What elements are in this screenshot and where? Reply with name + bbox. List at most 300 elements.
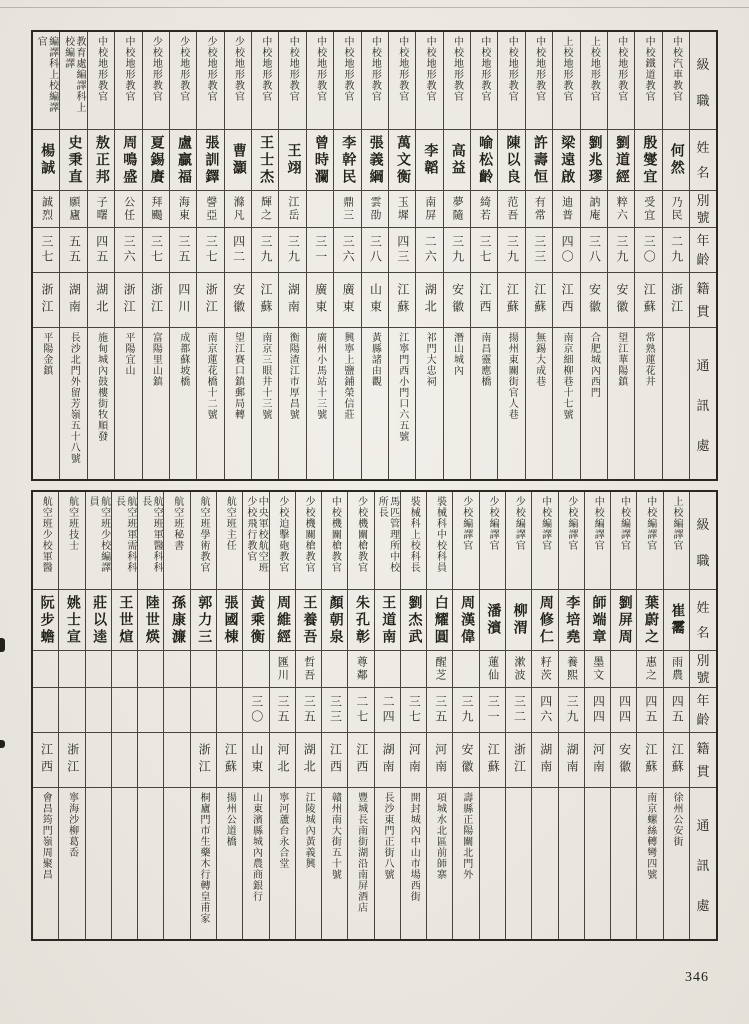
row-header-age: 年 齡 <box>690 687 716 732</box>
native-cell <box>559 732 584 787</box>
rank-cell <box>115 32 141 129</box>
name-cell <box>480 589 505 650</box>
alias-text: 江岳 <box>286 196 299 222</box>
address-text: 江寧門西小門口六五號 <box>396 332 408 442</box>
native-text: 湖南 <box>67 283 82 317</box>
native-text: 河南 <box>591 743 606 777</box>
alias-cell <box>112 650 137 687</box>
alias-cell <box>362 190 388 227</box>
rank-text: 中校地形教官 <box>533 36 545 102</box>
rank-cell <box>197 32 223 129</box>
alias-cell <box>334 190 360 227</box>
alias-cell <box>637 650 662 687</box>
rank-cell <box>307 32 333 129</box>
row-header-native: 籍 貫 <box>690 732 716 787</box>
rank-cell <box>270 492 295 589</box>
name-text: 李韜 <box>422 143 438 177</box>
address-cell <box>663 327 689 479</box>
native-cell <box>243 732 268 787</box>
name-text: 王道南 <box>380 594 396 646</box>
row-header-column <box>690 32 716 479</box>
address-text: 南昌靈應橋 <box>478 332 490 387</box>
person-column <box>191 492 217 939</box>
age-text: 四四 <box>617 695 632 725</box>
alias-cell <box>401 650 426 687</box>
address-text: 成都蘇坡橋 <box>177 332 189 387</box>
name-cell <box>112 589 137 650</box>
native-text: 江蘇 <box>532 283 547 317</box>
name-text: 莊以逵 <box>91 594 107 646</box>
name-text: 周漢偉 <box>459 594 475 646</box>
rank-text: 少校迫擊砲教官 <box>276 496 288 573</box>
age-cell <box>453 687 478 732</box>
address-text: 江陵城內黃義興 <box>303 792 315 869</box>
native-text: 江蘇 <box>505 283 520 317</box>
native-cell <box>389 272 415 327</box>
rank-text: 中校地形教官 <box>451 36 463 102</box>
rank-cell <box>60 32 86 129</box>
alias-cell <box>138 650 163 687</box>
scan-artifact <box>0 740 5 748</box>
address-cell <box>115 327 141 479</box>
native-cell <box>471 272 497 327</box>
age-text: 三三 <box>532 235 547 265</box>
age-cell <box>498 227 524 272</box>
address-text: 山東濱縣城內農商銀行 <box>250 792 262 902</box>
rank-text: 中校地形教官 <box>314 36 326 102</box>
person-column <box>307 32 334 479</box>
name-cell <box>663 129 689 190</box>
address-cell <box>506 787 531 939</box>
address-text: 富陽里山鎮 <box>150 332 162 387</box>
alias-cell <box>389 190 415 227</box>
address-text: 會昌筠門嶺周聚昌 <box>40 792 52 880</box>
alias-cell <box>322 650 347 687</box>
address-text: 平陽宜山 <box>123 332 134 376</box>
officers-table-top <box>31 30 718 481</box>
address-text: 寧河蘆台永合堂 <box>276 792 288 869</box>
name-cell <box>611 589 636 650</box>
name-cell <box>225 129 251 190</box>
rank-text: 中校地形教官 <box>506 36 518 102</box>
name-cell <box>191 589 216 650</box>
rank-text: 中校地形教官 <box>123 36 134 102</box>
native-cell <box>115 272 141 327</box>
person-column <box>637 492 663 939</box>
native-text: 江蘇 <box>486 743 501 777</box>
alias-cell <box>585 650 610 687</box>
rank-cell <box>635 32 661 129</box>
address-cell <box>88 327 114 479</box>
alias-text: 謦亞 <box>204 196 217 222</box>
alias-cell <box>453 650 478 687</box>
alias-cell <box>526 190 552 227</box>
alias-text: 鼎三 <box>341 196 354 222</box>
name-text: 梁遠啟 <box>559 134 575 186</box>
rank-cell <box>375 492 400 589</box>
rank-cell <box>33 492 58 589</box>
rank-text: 中校編譯官 <box>539 496 551 551</box>
person-column <box>59 492 85 939</box>
person-column <box>585 492 611 939</box>
native-cell <box>348 732 373 787</box>
alias-text: 拜颺 <box>149 196 162 222</box>
person-column <box>334 32 361 479</box>
rank-cell <box>608 32 634 129</box>
person-column <box>480 492 506 939</box>
alias-text: 公任 <box>122 196 135 222</box>
alias-cell <box>608 190 634 227</box>
name-text: 姚士宣 <box>64 594 80 646</box>
address-text: 施甸城內鼓樓街牧順發 <box>95 332 107 442</box>
row-header-name: 姓 名 <box>690 589 716 650</box>
address-cell <box>559 787 584 939</box>
address-cell <box>375 787 400 939</box>
address-text: 桐廬門市生藥木行轉皇甫家 <box>197 792 209 924</box>
person-column <box>217 492 243 939</box>
person-column <box>138 492 164 939</box>
scan-artifact <box>0 638 5 652</box>
name-text: 朱孔彰 <box>353 594 369 646</box>
person-column <box>581 32 608 479</box>
name-text: 曹灝 <box>230 143 246 177</box>
name-cell <box>375 589 400 650</box>
person-column <box>532 492 558 939</box>
name-text: 潘濱 <box>485 603 501 637</box>
rank-text: 航空班軍醫科科長 <box>139 496 163 573</box>
native-cell <box>664 732 689 787</box>
name-cell <box>307 129 333 190</box>
alias-text: 蓮仙 <box>486 656 499 682</box>
name-text: 李幹民 <box>340 134 356 186</box>
native-cell <box>611 732 636 787</box>
name-cell <box>164 589 189 650</box>
alias-text: 誠烈 <box>40 196 53 222</box>
name-cell <box>252 129 278 190</box>
age-text: 三二 <box>512 695 527 725</box>
address-cell <box>217 787 242 939</box>
address-cell <box>581 327 607 479</box>
address-text: 潛山城內 <box>451 332 463 376</box>
rank-cell <box>164 492 189 589</box>
native-cell <box>33 732 58 787</box>
age-text: 四二 <box>231 235 246 265</box>
row-header-native: 籍 貫 <box>690 272 716 327</box>
rank-cell <box>143 32 169 129</box>
name-text: 張訓鐸 <box>203 134 219 186</box>
rank-text: 上校地形教官 <box>561 36 572 102</box>
age-cell <box>225 227 251 272</box>
name-cell <box>33 129 59 190</box>
address-text: 徐州公安街 <box>671 792 683 847</box>
person-column <box>143 32 170 479</box>
alias-cell <box>375 650 400 687</box>
age-cell <box>664 687 689 732</box>
alias-cell <box>59 650 84 687</box>
native-text: 山東 <box>249 743 264 777</box>
address-cell <box>389 327 415 479</box>
person-column <box>164 492 190 939</box>
age-text: 三九 <box>505 235 520 265</box>
age-cell <box>217 687 242 732</box>
address-cell <box>444 327 470 479</box>
age-text: 三七 <box>478 235 493 265</box>
age-cell <box>506 687 531 732</box>
native-cell <box>143 272 169 327</box>
address-cell <box>608 327 634 479</box>
alias-cell <box>252 190 278 227</box>
rank-cell <box>59 492 84 589</box>
address-text: 壽縣正陽關北門外 <box>460 792 472 880</box>
address-cell <box>532 787 557 939</box>
rank-cell <box>664 492 689 589</box>
native-text: 浙江 <box>149 283 164 317</box>
name-cell <box>401 589 426 650</box>
address-cell <box>243 787 268 939</box>
rank-cell <box>427 492 452 589</box>
address-cell <box>416 327 442 479</box>
name-text: 劉屏周 <box>616 594 632 646</box>
age-text: 三六 <box>341 235 356 265</box>
alias-cell <box>217 650 242 687</box>
name-cell <box>585 589 610 650</box>
age-cell <box>197 227 223 272</box>
age-cell <box>526 227 552 272</box>
address-text: 項城水北區前師寨 <box>434 792 446 880</box>
age-cell <box>86 687 111 732</box>
rank-cell <box>611 492 636 589</box>
alias-cell <box>86 650 111 687</box>
alias-text: 訥庵 <box>587 196 600 222</box>
native-cell <box>506 732 531 787</box>
rank-cell <box>444 32 470 129</box>
alias-cell <box>553 190 579 227</box>
name-cell <box>217 589 242 650</box>
age-text: 三五 <box>302 695 317 725</box>
alias-text: 迪普 <box>560 196 573 222</box>
alias-text: 雨農 <box>670 656 683 682</box>
address-cell <box>362 327 388 479</box>
name-text: 劉兆璆 <box>586 134 602 186</box>
alias-text: 墨文 <box>591 656 604 682</box>
alias-text: 綺若 <box>478 196 491 222</box>
officers-table-bottom <box>31 490 718 941</box>
rank-cell <box>416 32 442 129</box>
alias-cell <box>143 190 169 227</box>
person-column <box>170 32 197 479</box>
age-text: 三五 <box>433 695 448 725</box>
rank-cell <box>453 492 478 589</box>
native-cell <box>480 732 505 787</box>
rank-text: 少校機關槍教官 <box>355 496 367 573</box>
native-cell <box>427 732 452 787</box>
address-text: 南京螺絲轉彎四號 <box>644 792 656 880</box>
age-cell <box>143 227 169 272</box>
native-text: 江西 <box>354 743 369 777</box>
name-cell <box>389 129 415 190</box>
native-cell <box>453 732 478 787</box>
name-text: 張義綱 <box>367 134 383 186</box>
native-text: 河北 <box>275 743 290 777</box>
native-cell <box>608 272 634 327</box>
age-text: 四五 <box>670 695 685 725</box>
name-cell <box>526 129 552 190</box>
address-cell <box>225 327 251 479</box>
rank-cell <box>389 32 415 129</box>
native-cell <box>663 272 689 327</box>
age-cell <box>471 227 497 272</box>
age-cell <box>270 687 295 732</box>
native-cell <box>112 732 137 787</box>
native-text: 浙江 <box>65 743 80 777</box>
name-cell <box>444 129 470 190</box>
address-cell <box>401 787 426 939</box>
row-header-address: 通 訊 處 <box>690 327 716 479</box>
alias-cell <box>270 650 295 687</box>
alias-text: 玉墀 <box>396 196 409 222</box>
age-text: 三五 <box>275 695 290 725</box>
alias-cell <box>348 650 373 687</box>
alias-cell <box>170 190 196 227</box>
name-cell <box>33 589 58 650</box>
alias-text: 願廬 <box>67 196 80 222</box>
alias-cell <box>296 650 321 687</box>
rank-text: 教育處編譯科上校編譯 <box>62 36 85 113</box>
address-text: 望江賽口鎮郵局轉 <box>232 332 244 420</box>
age-text: 二九 <box>669 235 684 265</box>
native-text: 江西 <box>39 743 54 777</box>
address-cell <box>664 787 689 939</box>
person-column <box>506 492 532 939</box>
alias-cell <box>416 190 442 227</box>
alias-text: 海東 <box>177 196 190 222</box>
rank-text: 少校編譯官 <box>460 496 472 551</box>
rank-text: 中校地形教官 <box>615 36 627 102</box>
person-column <box>115 32 142 479</box>
address-text: 黃縣諸由觀 <box>369 332 381 387</box>
rank-text: 少校地形教官 <box>232 36 244 102</box>
native-text: 江蘇 <box>670 743 685 777</box>
native-cell <box>416 272 442 327</box>
age-cell <box>635 227 661 272</box>
name-text: 白耀圓 <box>432 594 448 646</box>
address-text: 無錫大成巷 <box>533 332 545 387</box>
rank-text: 航空班少校編譯員 <box>87 496 110 573</box>
native-text: 安徽 <box>231 283 246 317</box>
rank-text: 航空班軍需科科長 <box>113 496 136 573</box>
name-cell <box>243 589 268 650</box>
name-text: 王養吾 <box>301 594 317 646</box>
rank-cell <box>637 492 662 589</box>
rank-cell <box>585 492 610 589</box>
address-cell <box>526 327 552 479</box>
rank-cell <box>480 492 505 589</box>
age-cell <box>279 227 305 272</box>
alias-cell <box>532 650 557 687</box>
alias-text: 匯川 <box>276 656 289 682</box>
row-header-rank: 級 職 <box>696 517 710 568</box>
address-cell <box>33 327 59 479</box>
native-text: 安徽 <box>450 283 465 317</box>
native-cell <box>375 732 400 787</box>
person-column <box>611 492 637 939</box>
rank-cell <box>532 492 557 589</box>
alias-text: 哲吾 <box>302 656 315 682</box>
name-text: 周維經 <box>275 594 291 646</box>
native-cell <box>526 272 552 327</box>
address-text: 長沙北門外留芳嶺五十八號 <box>68 332 80 464</box>
alias-text: 養熙 <box>565 656 578 682</box>
address-cell <box>59 787 84 939</box>
address-cell <box>164 787 189 939</box>
native-text: 湖北 <box>423 283 438 317</box>
age-cell <box>88 227 114 272</box>
age-text: 四三 <box>395 235 410 265</box>
name-cell <box>334 129 360 190</box>
alias-text: 夢隨 <box>451 196 464 222</box>
address-cell <box>138 787 163 939</box>
name-cell <box>532 589 557 650</box>
age-cell <box>243 687 268 732</box>
rank-text: 少校編譯官 <box>513 496 525 551</box>
native-cell <box>60 272 86 327</box>
name-cell <box>416 129 442 190</box>
age-text: 三九 <box>459 695 474 725</box>
age-text: 二七 <box>354 695 369 725</box>
address-cell <box>86 787 111 939</box>
age-cell <box>115 227 141 272</box>
age-text: 三一 <box>486 695 501 725</box>
age-text: 四〇 <box>560 235 575 265</box>
alias-cell <box>279 190 305 227</box>
alias-text: 雲劭 <box>368 196 381 222</box>
native-cell <box>401 732 426 787</box>
name-cell <box>581 129 607 190</box>
age-cell <box>532 687 557 732</box>
rank-text: 航空班技士 <box>66 496 78 551</box>
alias-cell <box>506 650 531 687</box>
address-text: 揚州公道橋 <box>224 792 236 847</box>
address-text: 揚州東關街官人巷 <box>506 332 518 420</box>
rank-text: 中校鐵道教官 <box>643 36 655 102</box>
page-number: 346 <box>685 970 709 985</box>
name-cell <box>506 589 531 650</box>
native-cell <box>635 272 661 327</box>
age-text: 三七 <box>407 695 422 725</box>
native-text: 湖南 <box>286 283 301 317</box>
address-cell <box>197 327 223 479</box>
rank-cell <box>217 492 242 589</box>
age-text: 三九 <box>286 235 301 265</box>
rank-cell <box>296 492 321 589</box>
address-cell <box>585 787 610 939</box>
name-cell <box>664 589 689 650</box>
native-cell <box>307 272 333 327</box>
rank-text: 中校編譯官 <box>644 496 656 551</box>
rank-cell <box>362 32 388 129</box>
name-cell <box>427 589 452 650</box>
rank-text: 中校地形教官 <box>287 36 299 102</box>
alias-text: 南屏 <box>423 196 436 222</box>
native-text: 湖南 <box>565 743 580 777</box>
rank-cell <box>279 32 305 129</box>
person-column <box>60 32 87 479</box>
native-text: 江蘇 <box>395 283 410 317</box>
person-column <box>416 32 443 479</box>
row-header-address: 通 訊 處 <box>690 787 716 939</box>
person-column <box>33 492 59 939</box>
age-cell <box>33 227 59 272</box>
